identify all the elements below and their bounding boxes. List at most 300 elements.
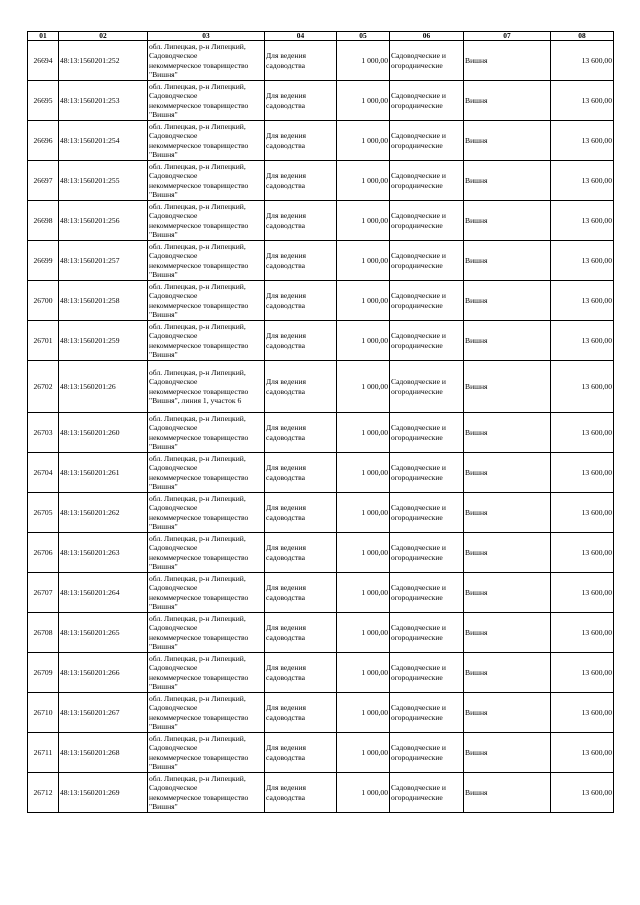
column-header-05: 05 xyxy=(337,32,390,41)
permitted-use-line: садоводства xyxy=(266,752,306,762)
land-category-line: огороднические xyxy=(391,140,443,150)
table-row xyxy=(28,773,614,813)
land-category-line: Садоводческие и xyxy=(391,377,446,387)
record-number: 26707 xyxy=(28,573,59,613)
address-line: Садоводческое xyxy=(149,703,198,713)
land-category-line: огороднические xyxy=(391,792,443,802)
permitted-use-line: садоводства xyxy=(266,260,306,270)
land-category-line: Садоводческие и xyxy=(391,251,446,261)
address-line: некоммерческое товарищество xyxy=(149,792,249,802)
column-header-07: 07 xyxy=(464,32,551,41)
land-category-line: огороднические xyxy=(391,100,443,110)
cadastral-value: 13 600,00 xyxy=(551,241,614,281)
area: 1 000,00 xyxy=(337,493,390,533)
permitted-use xyxy=(265,733,337,773)
address-line: "Вишня" xyxy=(149,189,178,199)
permitted-use-line: садоводства xyxy=(266,100,306,110)
object-name: Вишня xyxy=(464,653,551,693)
address xyxy=(148,321,265,361)
address-line: некоммерческое товарищество xyxy=(149,220,249,230)
object-name: Вишня xyxy=(464,493,551,533)
area: 1 000,00 xyxy=(337,733,390,773)
area: 1 000,00 xyxy=(337,241,390,281)
land-category-line: Садоводческие и xyxy=(391,131,446,141)
address-line: "Вишня" xyxy=(149,801,178,811)
permitted-use-line: садоводства xyxy=(266,592,306,602)
permitted-use xyxy=(265,693,337,733)
address-line: обл. Липецкая, р-н Липецкий, xyxy=(149,694,246,704)
address-line: некоммерческое товарищество xyxy=(149,712,249,722)
land-category-line: огороднические xyxy=(391,632,443,642)
cadastral-value: 13 600,00 xyxy=(551,493,614,533)
table-row xyxy=(28,693,614,733)
cadastral-number: 48:13:1560201:256 xyxy=(59,201,148,241)
address xyxy=(148,773,265,813)
land-category-line: Садоводческие и xyxy=(391,91,446,101)
cadastral-number: 48:13:1560201:265 xyxy=(59,613,148,653)
address-line: "Вишня" xyxy=(149,109,178,119)
permitted-use-line: Для ведения xyxy=(266,703,307,713)
land-category-line: Садоводческие и xyxy=(391,743,446,753)
permitted-use-line: Для ведения xyxy=(266,743,307,753)
permitted-use-line: Для ведения xyxy=(266,463,307,473)
cadastral-number: 48:13:1560201:264 xyxy=(59,573,148,613)
table-row xyxy=(28,121,614,161)
object-name: Вишня xyxy=(464,613,551,653)
address-line: Садоводческое xyxy=(149,131,198,141)
address xyxy=(148,733,265,773)
object-name: Вишня xyxy=(464,201,551,241)
land-category-line: Садоводческие и xyxy=(391,623,446,633)
land-category-line: Садоводческие и xyxy=(391,423,446,433)
address-line: "Вишня" xyxy=(149,269,178,279)
area: 1 000,00 xyxy=(337,453,390,493)
address-line: обл. Липецкая, р-н Липецкий, xyxy=(149,414,246,424)
permitted-use-line: садоводства xyxy=(266,220,306,230)
address-line: некоммерческое товарищество xyxy=(149,672,249,682)
address-line: обл. Липецкая, р-н Липецкий, xyxy=(149,202,246,212)
address-line: Садоводческое xyxy=(149,543,198,553)
address-line: "Вишня" xyxy=(149,721,178,731)
cadastral-value: 13 600,00 xyxy=(551,201,614,241)
area: 1 000,00 xyxy=(337,321,390,361)
land-category-line: огороднические xyxy=(391,340,443,350)
area: 1 000,00 xyxy=(337,533,390,573)
permitted-use-line: садоводства xyxy=(266,432,306,442)
record-number: 26711 xyxy=(28,733,59,773)
land-category xyxy=(390,773,464,813)
address-line: "Вишня" xyxy=(149,521,178,531)
table-row xyxy=(28,493,614,533)
address-line: некоммерческое товарищество xyxy=(149,552,249,562)
cadastral-value: 13 600,00 xyxy=(551,361,614,413)
table-row xyxy=(28,81,614,121)
permitted-use xyxy=(265,81,337,121)
address-line: Садоводческое xyxy=(149,503,198,513)
table-row xyxy=(28,41,614,81)
permitted-use-line: Для ведения xyxy=(266,543,307,553)
area: 1 000,00 xyxy=(337,573,390,613)
table-row xyxy=(28,653,614,693)
land-category-line: огороднические xyxy=(391,300,443,310)
land-category xyxy=(390,693,464,733)
address-line: "Вишня" xyxy=(149,681,178,691)
address-line: обл. Липецкая, р-н Липецкий, xyxy=(149,242,246,252)
cadastral-value: 13 600,00 xyxy=(551,613,614,653)
land-category-line: огороднические xyxy=(391,432,443,442)
permitted-use-line: садоводства xyxy=(266,512,306,522)
cadastral-number: 48:13:1560201:257 xyxy=(59,241,148,281)
land-category-line: Садоводческие и xyxy=(391,703,446,713)
cadastral-number: 48:13:1560201:260 xyxy=(59,413,148,453)
area: 1 000,00 xyxy=(337,41,390,81)
permitted-use-line: садоводства xyxy=(266,552,306,562)
table-row xyxy=(28,453,614,493)
area: 1 000,00 xyxy=(337,613,390,653)
area: 1 000,00 xyxy=(337,281,390,321)
object-name: Вишня xyxy=(464,533,551,573)
table-row xyxy=(28,733,614,773)
area: 1 000,00 xyxy=(337,81,390,121)
table-row xyxy=(28,573,614,613)
permitted-use xyxy=(265,361,337,413)
address xyxy=(148,453,265,493)
table-row xyxy=(28,413,614,453)
address-line: Садоводческое xyxy=(149,211,198,221)
permitted-use-line: Для ведения xyxy=(266,51,307,61)
permitted-use-line: садоводства xyxy=(266,340,306,350)
record-number: 26698 xyxy=(28,201,59,241)
land-category xyxy=(390,161,464,201)
address-line: Садоводческое xyxy=(149,623,198,633)
land-category-line: Садоводческие и xyxy=(391,583,446,593)
permitted-use xyxy=(265,533,337,573)
land-category xyxy=(390,653,464,693)
cadastral-value: 13 600,00 xyxy=(551,773,614,813)
record-number: 26696 xyxy=(28,121,59,161)
table-row xyxy=(28,361,614,413)
record-number: 26700 xyxy=(28,281,59,321)
cadastral-value: 13 600,00 xyxy=(551,533,614,573)
address-line: некоммерческое товарищество xyxy=(149,300,249,310)
column-header-01: 01 xyxy=(28,32,59,41)
permitted-use-line: Для ведения xyxy=(266,171,307,181)
object-name: Вишня xyxy=(464,321,551,361)
object-name: Вишня xyxy=(464,121,551,161)
object-name: Вишня xyxy=(464,241,551,281)
cadastral-number: 48:13:1560201:268 xyxy=(59,733,148,773)
address xyxy=(148,41,265,81)
address-line: обл. Липецкая, р-н Липецкий, xyxy=(149,494,246,504)
permitted-use xyxy=(265,41,337,81)
cadastral-value: 13 600,00 xyxy=(551,81,614,121)
record-number: 26709 xyxy=(28,653,59,693)
land-category xyxy=(390,613,464,653)
record-number: 26710 xyxy=(28,693,59,733)
address xyxy=(148,121,265,161)
address-line: обл. Липецкая, р-н Липецкий, xyxy=(149,122,246,132)
address-line: "Вишня" xyxy=(149,309,178,319)
land-category xyxy=(390,533,464,573)
permitted-use-line: Для ведения xyxy=(266,291,307,301)
address-line: некоммерческое товарищество xyxy=(149,632,249,642)
document-page xyxy=(27,31,613,813)
object-name: Вишня xyxy=(464,281,551,321)
permitted-use-line: Для ведения xyxy=(266,623,307,633)
area: 1 000,00 xyxy=(337,161,390,201)
address-line: обл. Липецкая, р-н Липецкий, xyxy=(149,162,246,172)
address-line: обл. Липецкая, р-н Липецкий, xyxy=(149,734,246,744)
permitted-use-line: Для ведения xyxy=(266,91,307,101)
permitted-use-line: Для ведения xyxy=(266,503,307,513)
permitted-use xyxy=(265,613,337,653)
column-header-08: 08 xyxy=(551,32,614,41)
record-number: 26699 xyxy=(28,241,59,281)
permitted-use-line: садоводства xyxy=(266,300,306,310)
permitted-use-line: Для ведения xyxy=(266,251,307,261)
object-name: Вишня xyxy=(464,81,551,121)
area: 1 000,00 xyxy=(337,653,390,693)
land-category xyxy=(390,321,464,361)
address-line: "Вишня" xyxy=(149,761,178,771)
permitted-use-line: садоводства xyxy=(266,712,306,722)
address-line: Садоводческое xyxy=(149,291,198,301)
address-line: обл. Липецкая, р-н Липецкий, xyxy=(149,574,246,584)
record-number: 26697 xyxy=(28,161,59,201)
address-line: некоммерческое товарищество xyxy=(149,100,249,110)
cadastral-number: 48:13:1560201:262 xyxy=(59,493,148,533)
permitted-use xyxy=(265,281,337,321)
table-row xyxy=(28,201,614,241)
cadastral-value: 13 600,00 xyxy=(551,733,614,773)
permitted-use xyxy=(265,321,337,361)
address-line: обл. Липецкая, р-н Липецкий, xyxy=(149,322,246,332)
object-name: Вишня xyxy=(464,573,551,613)
header-row xyxy=(28,32,614,41)
table-row xyxy=(28,241,614,281)
land-category-line: Садоводческие и xyxy=(391,463,446,473)
column-header-02: 02 xyxy=(59,32,148,41)
object-name: Вишня xyxy=(464,413,551,453)
address xyxy=(148,281,265,321)
object-name: Вишня xyxy=(464,693,551,733)
land-category-line: Садоводческие и xyxy=(391,663,446,673)
address-line: некоммерческое товарищество xyxy=(149,340,249,350)
address-line: некоммерческое товарищество xyxy=(149,512,249,522)
table-body xyxy=(28,41,614,813)
permitted-use-line: Для ведения xyxy=(266,583,307,593)
cadastral-value: 13 600,00 xyxy=(551,653,614,693)
address-line: "Вишня" xyxy=(149,149,178,159)
column-header-06: 06 xyxy=(390,32,464,41)
land-category-line: Садоводческие и xyxy=(391,51,446,61)
record-number: 26701 xyxy=(28,321,59,361)
land-category-line: огороднические xyxy=(391,752,443,762)
address-line: Садоводческое xyxy=(149,251,198,261)
land-category xyxy=(390,733,464,773)
address xyxy=(148,493,265,533)
permitted-use xyxy=(265,201,337,241)
object-name: Вишня xyxy=(464,161,551,201)
address-line: некоммерческое товарищество xyxy=(149,432,249,442)
address-line: Садоводческое xyxy=(149,663,198,673)
address-line: "Вишня" xyxy=(149,561,178,571)
cadastral-number: 48:13:1560201:258 xyxy=(59,281,148,321)
address-line: обл. Липецкая, р-н Липецкий, xyxy=(149,454,246,464)
permitted-use-line: Для ведения xyxy=(266,131,307,141)
address-line: некоммерческое товарищество xyxy=(149,60,249,70)
record-number: 26708 xyxy=(28,613,59,653)
object-name: Вишня xyxy=(464,453,551,493)
address xyxy=(148,573,265,613)
permitted-use-line: садоводства xyxy=(266,140,306,150)
address xyxy=(148,361,265,413)
address xyxy=(148,241,265,281)
land-category-line: Садоводческие и xyxy=(391,171,446,181)
address xyxy=(148,533,265,573)
address-line: обл. Липецкая, р-н Липецкий, xyxy=(149,614,246,624)
address xyxy=(148,161,265,201)
address-line: Садоводческое xyxy=(149,91,198,101)
permitted-use-line: садоводства xyxy=(266,792,306,802)
address-line: обл. Липецкая, р-н Липецкий, xyxy=(149,534,246,544)
land-category-line: Садоводческие и xyxy=(391,211,446,221)
cadastral-value: 13 600,00 xyxy=(551,573,614,613)
permitted-use xyxy=(265,573,337,613)
address xyxy=(148,81,265,121)
cadastral-number: 48:13:1560201:263 xyxy=(59,533,148,573)
land-category xyxy=(390,573,464,613)
column-header-04: 04 xyxy=(265,32,337,41)
land-category-line: огороднические xyxy=(391,592,443,602)
address xyxy=(148,613,265,653)
cadastral-value: 13 600,00 xyxy=(551,693,614,733)
permitted-use xyxy=(265,121,337,161)
permitted-use xyxy=(265,161,337,201)
permitted-use-line: Для ведения xyxy=(266,783,307,793)
land-plots-table xyxy=(27,31,614,813)
land-category-line: огороднические xyxy=(391,472,443,482)
land-category-line: Садоводческие и xyxy=(391,291,446,301)
area: 1 000,00 xyxy=(337,121,390,161)
land-category-line: огороднические xyxy=(391,672,443,682)
address-line: некоммерческое товарищество xyxy=(149,472,249,482)
cadastral-number: 48:13:1560201:261 xyxy=(59,453,148,493)
table-row xyxy=(28,321,614,361)
cadastral-number: 48:13:1560201:259 xyxy=(59,321,148,361)
address-line: Садоводческое xyxy=(149,743,198,753)
cadastral-number: 48:13:1560201:253 xyxy=(59,81,148,121)
cadastral-value: 13 600,00 xyxy=(551,161,614,201)
address-line: некоммерческое товарищество xyxy=(149,180,249,190)
land-category-line: Садоводческие и xyxy=(391,331,446,341)
land-category xyxy=(390,41,464,81)
cadastral-number: 48:13:1560201:255 xyxy=(59,161,148,201)
address-line: "Вишня" xyxy=(149,481,178,491)
permitted-use-line: садоводства xyxy=(266,180,306,190)
land-category-line: огороднические xyxy=(391,260,443,270)
table-row xyxy=(28,533,614,573)
land-category xyxy=(390,201,464,241)
permitted-use xyxy=(265,653,337,693)
permitted-use xyxy=(265,453,337,493)
permitted-use-line: садоводства xyxy=(266,60,306,70)
cadastral-number: 48:13:1560201:266 xyxy=(59,653,148,693)
address-line: "Вишня" xyxy=(149,441,178,451)
cadastral-number: 48:13:1560201:252 xyxy=(59,41,148,81)
land-category-line: огороднические xyxy=(391,386,443,396)
land-category-line: огороднические xyxy=(391,512,443,522)
land-category xyxy=(390,281,464,321)
land-category xyxy=(390,81,464,121)
record-number: 26712 xyxy=(28,773,59,813)
record-number: 26704 xyxy=(28,453,59,493)
address-line: Садоводческое xyxy=(149,583,198,593)
address-line: некоммерческое товарищество xyxy=(149,260,249,270)
land-category-line: Садоводческие и xyxy=(391,503,446,513)
address-line: обл. Липецкая, р-н Липецкий, xyxy=(149,282,246,292)
address-line: некоммерческое товарищество xyxy=(149,592,249,602)
land-category-line: огороднические xyxy=(391,552,443,562)
address-line: некоммерческое товарищество xyxy=(149,752,249,762)
permitted-use-line: садоводства xyxy=(266,472,306,482)
land-category-line: огороднические xyxy=(391,712,443,722)
address xyxy=(148,653,265,693)
permitted-use-line: садоводства xyxy=(266,632,306,642)
table-row xyxy=(28,281,614,321)
record-number: 26702 xyxy=(28,361,59,413)
area: 1 000,00 xyxy=(337,693,390,733)
address-line: обл. Липецкая, р-н Липецкий, xyxy=(149,42,246,52)
land-category-line: огороднические xyxy=(391,220,443,230)
address-line: обл. Липецкая, р-н Липецкий, xyxy=(149,82,246,92)
address-line: некоммерческое товарищество xyxy=(149,140,249,150)
record-number: 26705 xyxy=(28,493,59,533)
object-name: Вишня xyxy=(464,773,551,813)
permitted-use xyxy=(265,773,337,813)
land-category xyxy=(390,121,464,161)
address xyxy=(148,693,265,733)
cadastral-value: 13 600,00 xyxy=(551,321,614,361)
cadastral-number: 48:13:1560201:267 xyxy=(59,693,148,733)
land-category-line: огороднические xyxy=(391,60,443,70)
land-category xyxy=(390,453,464,493)
land-category-line: Садоводческие и xyxy=(391,543,446,553)
permitted-use-line: Для ведения xyxy=(266,331,307,341)
table-row xyxy=(28,613,614,653)
area: 1 000,00 xyxy=(337,201,390,241)
land-category-line: Садоводческие и xyxy=(391,783,446,793)
address-line: Садоводческое xyxy=(149,171,198,181)
land-category xyxy=(390,493,464,533)
permitted-use-line: Для ведения xyxy=(266,211,307,221)
address-line: Садоводческое xyxy=(149,783,198,793)
column-header-03: 03 xyxy=(148,32,265,41)
address-line: "Вишня" xyxy=(149,349,178,359)
address-line: "Вишня" xyxy=(149,69,178,79)
address-line: некоммерческое товарищество xyxy=(149,386,249,396)
permitted-use-line: садоводства xyxy=(266,386,306,396)
address-line: Садоводческое xyxy=(149,463,198,473)
permitted-use-line: Для ведения xyxy=(266,377,307,387)
address xyxy=(148,413,265,453)
cadastral-value: 13 600,00 xyxy=(551,453,614,493)
cadastral-value: 13 600,00 xyxy=(551,281,614,321)
cadastral-value: 13 600,00 xyxy=(551,41,614,81)
area: 1 000,00 xyxy=(337,773,390,813)
permitted-use-line: садоводства xyxy=(266,672,306,682)
table-row xyxy=(28,161,614,201)
